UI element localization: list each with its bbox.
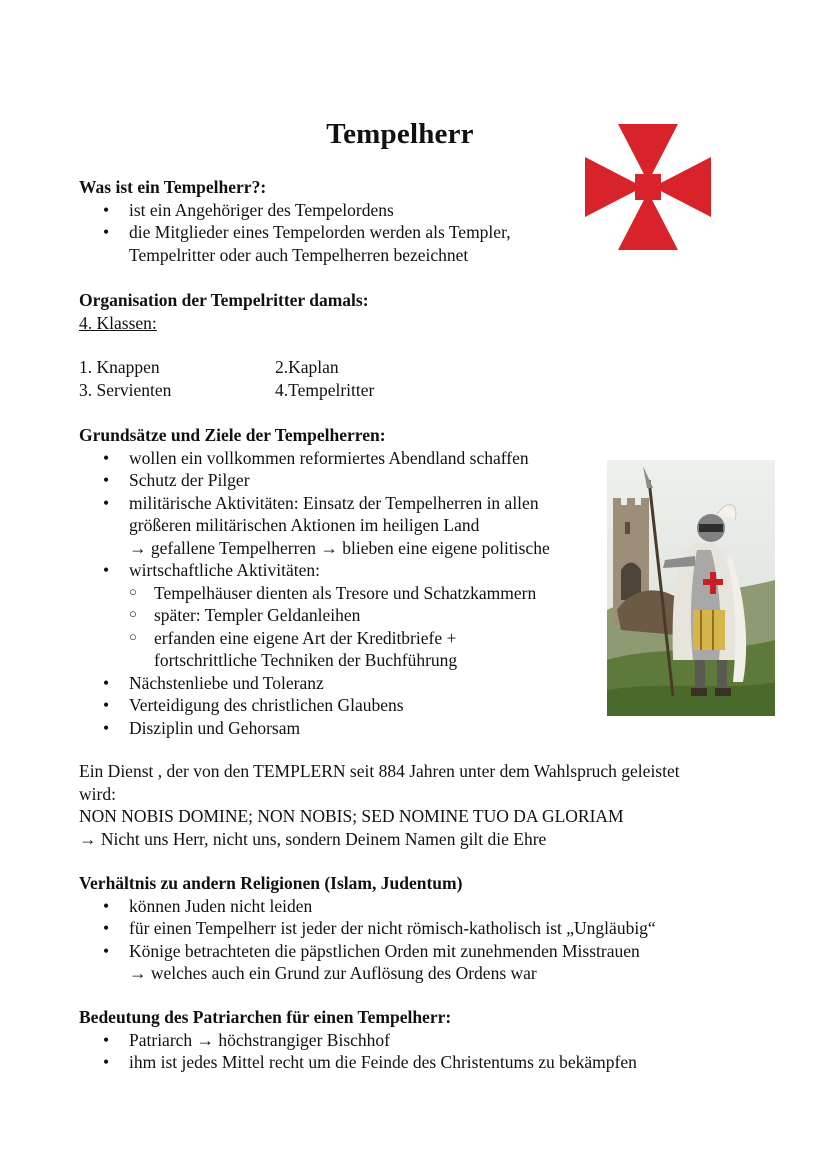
list-item-continuation: Tempelritter oder auch Tempelherren bezeichnet bbox=[129, 244, 469, 265]
list-item: • Verteidigung des christlichen Glaubens bbox=[79, 694, 550, 717]
paragraph-line: Ein Dienst , der von den TEMPLERN seit 884 Jahren unter dem Wahlspruch geleistet bbox=[79, 761, 680, 781]
section-religionen bbox=[79, 872, 656, 985]
list-item: • wollen ein vollkommen reformiertes Abendland schaffen bbox=[79, 447, 550, 470]
sublist-item: ○ Tempelhäuser dienten als Tresore und Schatzkammern bbox=[79, 582, 550, 605]
section-was-ist bbox=[79, 176, 511, 266]
section-organisation bbox=[79, 289, 374, 401]
motto-translation: → Nicht uns Herr, nicht uns, sondern Deinem Namen gilt die Ehre bbox=[79, 828, 547, 849]
classes-subheading: 4. Klassen: bbox=[79, 312, 157, 333]
sublist-item: ○ später: Templer Geldanleihen bbox=[79, 604, 550, 627]
list-item: • für einen Tempelherr ist jeder der nicht römisch-katholisch ist „Ungläubig“ bbox=[79, 917, 656, 940]
list-item: • ist ein Angehöriger des Tempelordens bbox=[79, 199, 511, 222]
section-heading: Was ist ein Tempelherr?: bbox=[79, 177, 267, 197]
section-grundsaetze bbox=[79, 424, 550, 739]
section-heading: Grundsätze und Ziele der Tempelherren: bbox=[79, 425, 386, 445]
list-item: • wirtschaftliche Aktivitäten: bbox=[79, 559, 550, 582]
section-heading: Organisation der Tempelritter damals: bbox=[79, 290, 369, 310]
class-item: 3. Servienten bbox=[79, 379, 172, 400]
list-item: • militärische Aktivitäten: Einsatz der Tempelherren in allen bbox=[79, 492, 550, 515]
list-item: • die Mitglieder eines Tempelorden werden als Templer, bbox=[79, 221, 511, 244]
list-item-continuation: größeren militärischen Aktionen im heiligen Land bbox=[129, 515, 480, 535]
knight-illustration bbox=[607, 460, 775, 716]
classes-row bbox=[79, 379, 374, 402]
list-item: • können Juden nicht leiden bbox=[79, 895, 656, 918]
list-item: • Schutz der Pilger bbox=[79, 469, 550, 492]
motto-paragraph bbox=[79, 760, 680, 850]
list-item: • Disziplin und Gehorsam bbox=[79, 717, 550, 740]
list-item: • ihm ist jedes Mittel recht um die Feinde des Christentums zu bekämpfen bbox=[79, 1051, 637, 1074]
sublist-item: ○ erfanden eine eigene Art der Kreditbriefe + bbox=[79, 627, 550, 650]
list-item: • Nächstenliebe und Toleranz bbox=[79, 672, 550, 695]
section-patriarch bbox=[79, 1006, 637, 1074]
motto-latin: NON NOBIS DOMINE; NON NOBIS; SED NOMINE TUO DA GLORIAM bbox=[79, 806, 624, 826]
class-item: 4.Tempelritter bbox=[275, 379, 375, 400]
templar-cross-icon bbox=[583, 122, 713, 252]
list-item: • Patriarch → höchstrangiger Bischhof bbox=[79, 1029, 637, 1052]
section-heading: Verhältnis zu andern Religionen (Islam, Judentum) bbox=[79, 873, 463, 893]
classes-row bbox=[79, 356, 374, 379]
page-title: Tempelherr bbox=[326, 118, 474, 150]
list-item: • Könige betrachteten die päpstlichen Orden mit zunehmenden Misstrauen bbox=[79, 940, 656, 963]
list-item-arrow: → welches auch ein Grund zur Auflösung des Ordens war bbox=[129, 963, 537, 983]
sublist-item-continuation: fortschrittliche Techniken der Buchführung bbox=[154, 650, 458, 670]
class-item: 2.Kaplan bbox=[275, 357, 339, 377]
paragraph-line: wird: bbox=[79, 783, 116, 804]
class-item: 1. Knappen bbox=[79, 357, 160, 377]
list-item-arrow: → gefallene Tempelherren → blieben eine eigene politische bbox=[129, 537, 550, 558]
section-heading: Bedeutung des Patriarchen für einen Tempelherr: bbox=[79, 1007, 452, 1027]
